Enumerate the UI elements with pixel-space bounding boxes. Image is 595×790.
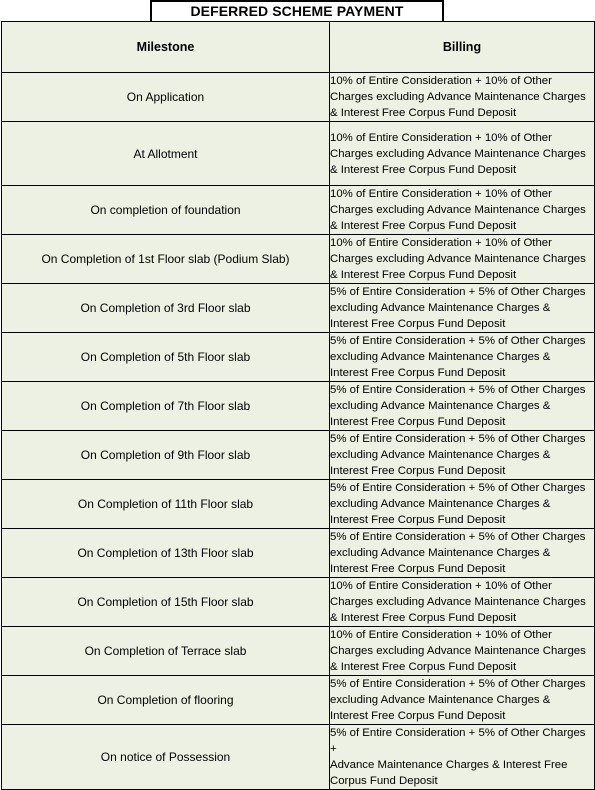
billing-line: Charges excluding Advance Maintenance Charges	[330, 253, 586, 265]
billing-line: Interest Free Corpus Fund Deposit	[330, 465, 506, 477]
billing-line: 10% of Entire Consideration + 10% of Other	[330, 75, 552, 87]
milestone-cell: On notice of Possession	[2, 725, 330, 790]
billing-line: excluding Advance Maintenance Charges &	[330, 449, 551, 461]
milestone-cell: On Completion of Terrace slab	[2, 627, 330, 676]
milestone-cell: On Completion of 1st Floor slab (Podium Slab)	[2, 235, 330, 284]
table-body	[2, 73, 595, 790]
billing-line: Interest Free Corpus Fund Deposit	[330, 367, 506, 379]
milestone-cell: On Completion of 11th Floor slab	[2, 480, 330, 529]
table-row	[2, 627, 595, 676]
billing-line: & Interest Free Corpus Fund Deposit	[330, 220, 517, 232]
billing-line: 5% of Entire Consideration + 5% of Other Charges	[330, 384, 586, 396]
table-row	[2, 578, 595, 627]
billing-line: 10% of Entire Consideration + 10% of Other	[330, 629, 552, 641]
page-title: DEFERRED SCHEME PAYMENT	[150, 0, 444, 21]
payment-schedule-table	[1, 21, 595, 790]
table-row	[2, 333, 595, 382]
billing-cell	[330, 382, 595, 431]
billing-line: & Interest Free Corpus Fund Deposit	[330, 269, 517, 281]
billing-line: 10% of Entire Consideration + 10% of Other	[330, 131, 552, 144]
billing-line: 5% of Entire Consideration + 5% of Other Charges	[330, 433, 586, 445]
table-row	[2, 529, 595, 578]
billing-cell	[330, 186, 595, 235]
billing-cell	[330, 73, 595, 122]
table-row	[2, 235, 595, 284]
billing-column-header: Billing	[330, 22, 595, 73]
table-row	[2, 480, 595, 529]
milestone-cell: On Completion of 13th Floor slab	[2, 529, 330, 578]
billing-line: excluding Advance Maintenance Charges &	[330, 302, 551, 314]
billing-line: Interest Free Corpus Fund Deposit	[330, 514, 506, 526]
billing-line: Charges excluding Advance Maintenance Charges	[330, 645, 586, 657]
milestone-cell: On Completion of 15th Floor slab	[2, 578, 330, 627]
billing-cell	[330, 676, 595, 725]
billing-line: & Interest Free Corpus Fund Deposit	[330, 107, 517, 119]
billing-cell	[330, 480, 595, 529]
billing-line: 10% of Entire Consideration + 10% of Other	[330, 188, 552, 200]
billing-line: Interest Free Corpus Fund Deposit	[330, 563, 506, 575]
table-row	[2, 431, 595, 480]
billing-line: 5% of Entire Consideration + 5% of Other Charges	[330, 335, 586, 347]
billing-line: Interest Free Corpus Fund Deposit	[330, 710, 506, 722]
milestone-cell: On Completion of 9th Floor slab	[2, 431, 330, 480]
billing-cell	[330, 431, 595, 480]
billing-line: Corpus Fund Deposit	[330, 775, 438, 787]
billing-cell	[330, 725, 595, 790]
milestone-cell: On Completion of flooring	[2, 676, 330, 725]
milestone-cell: On Completion of 7th Floor slab	[2, 382, 330, 431]
billing-line: Charges excluding Advance Maintenance Charges	[330, 204, 586, 216]
billing-line: 5% of Entire Consideration + 5% of Other Charges +	[330, 727, 586, 755]
billing-line: Charges excluding Advance Maintenance Charges	[330, 596, 586, 608]
billing-line: 5% of Entire Consideration + 5% of Other Charges	[330, 482, 586, 494]
billing-cell	[330, 529, 595, 578]
billing-cell	[330, 627, 595, 676]
table-row	[2, 73, 595, 122]
billing-cell	[330, 578, 595, 627]
billing-line: Interest Free Corpus Fund Deposit	[330, 318, 506, 330]
billing-line: 5% of Entire Consideration + 5% of Other Charges	[330, 531, 586, 543]
billing-line: Charges excluding Advance Maintenance Charges	[330, 91, 586, 103]
billing-line: 10% of Entire Consideration + 10% of Other	[330, 580, 552, 592]
billing-cell	[330, 284, 595, 333]
title-bar	[0, 0, 595, 21]
header-row	[2, 22, 595, 73]
billing-line: excluding Advance Maintenance Charges &	[330, 400, 551, 412]
billing-line: excluding Advance Maintenance Charges &	[330, 498, 551, 510]
billing-cell	[330, 235, 595, 284]
billing-line: & Interest Free Corpus Fund Deposit	[330, 612, 517, 624]
billing-line: excluding Advance Maintenance Charges &	[330, 694, 551, 706]
billing-cell	[330, 333, 595, 382]
table-row	[2, 725, 595, 790]
billing-line: & Interest Free Corpus Fund Deposit	[330, 661, 517, 673]
billing-line: 10% of Entire Consideration + 10% of Other	[330, 237, 552, 249]
billing-line: 5% of Entire Consideration + 5% of Other Charges	[330, 286, 586, 298]
table-row	[2, 382, 595, 431]
billing-line: & Interest Free Corpus Fund Deposit	[330, 163, 517, 176]
billing-line: Interest Free Corpus Fund Deposit	[330, 416, 506, 428]
milestone-cell: At Allotment	[2, 122, 330, 186]
milestone-cell: On Completion of 5th Floor slab	[2, 333, 330, 382]
billing-line: 5% of Entire Consideration + 5% of Other Charges	[330, 678, 586, 690]
billing-cell	[330, 122, 595, 186]
table-row	[2, 676, 595, 725]
milestone-cell: On Completion of 3rd Floor slab	[2, 284, 330, 333]
table-row	[2, 186, 595, 235]
milestone-cell: On completion of foundation	[2, 186, 330, 235]
milestone-cell: On Application	[2, 73, 330, 122]
billing-line: Charges excluding Advance Maintenance Charges	[330, 147, 586, 160]
milestone-column-header: Milestone	[2, 22, 330, 73]
billing-line: excluding Advance Maintenance Charges &	[330, 547, 551, 559]
table-row	[2, 122, 595, 186]
billing-line: Advance Maintenance Charges & Interest Free	[330, 759, 568, 771]
billing-line: excluding Advance Maintenance Charges &	[330, 351, 551, 363]
table-row	[2, 284, 595, 333]
